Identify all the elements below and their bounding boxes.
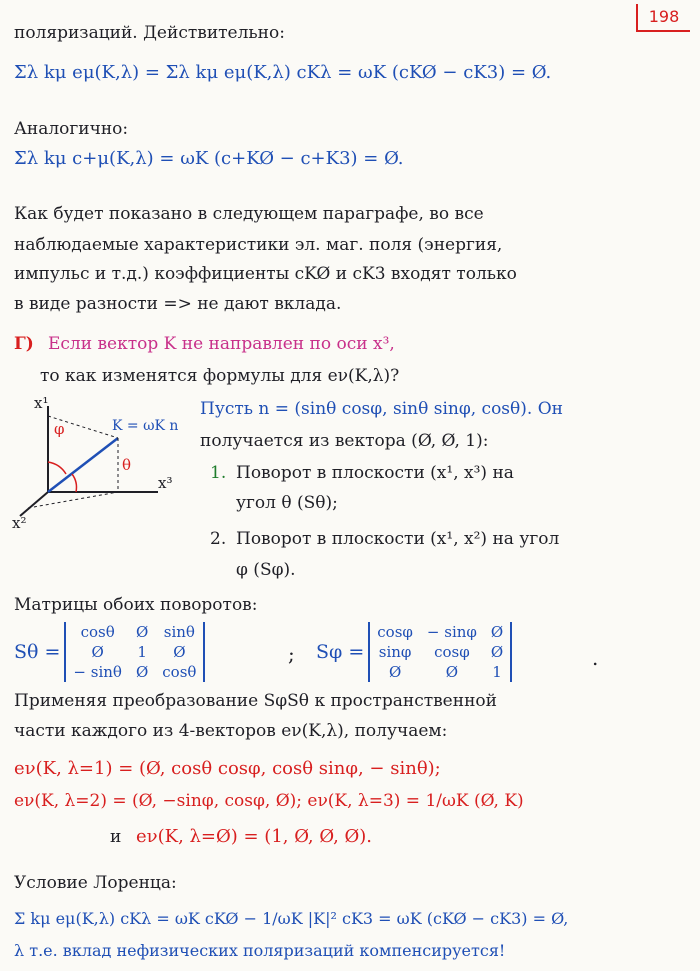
equation-sum-k-c-plus: Σλ kμ c+μ(K,λ) = ωK (c+KØ − c+K3) = Ø. (14, 148, 404, 169)
matrix-cell: cosθ (162, 663, 197, 681)
matrix-cell: cosφ (434, 643, 470, 661)
line-rotation-1: Поворот в плоскости (x¹, x³) на (236, 463, 514, 483)
matrix-cell: Ø (91, 643, 104, 661)
equation-lorenz: Σ kμ eμ(K,λ) cKλ = ωK cKØ − 1/ωK |K|² cK3 = ωK (cKØ − cK3) = Ø, (14, 909, 569, 928)
line-applying-transformation: Применяя преобразование SφSθ к пространственной (14, 691, 497, 711)
list-number-1: 1. (210, 463, 227, 483)
axis-x2-line (20, 492, 48, 516)
matrix-s-theta-table (64, 622, 205, 682)
page-number: 198 (636, 4, 690, 32)
matrix-cell: − sinφ (426, 623, 477, 641)
matrix-cell: sinφ (378, 643, 412, 661)
matrix-cell: − sinθ (73, 663, 122, 681)
matrix-cell: Ø (490, 623, 504, 641)
coordinate-diagram (8, 392, 198, 532)
theta-arc (72, 474, 77, 492)
line-compensation: λ т.е. вклад нефизических поляризаций компенсируется! (14, 941, 506, 960)
matrix-s-phi (316, 622, 512, 682)
phi-label: φ (54, 420, 65, 438)
k-vector-line (48, 438, 118, 492)
theta-label: θ (122, 456, 132, 474)
matrix-cell: 1 (137, 643, 147, 661)
equation-lambda-1: eν(K, λ=1) = (Ø, cosθ cosφ, cosθ sinφ, − sinθ); (14, 758, 441, 779)
line-lorenz-condition: Условие Лоренца: (14, 873, 177, 893)
line-let-n: Пусть n = (sinθ cosφ, sinθ sinφ, cosθ). Он (200, 399, 563, 419)
matrix-cell: Ø (388, 663, 402, 681)
matrix-separator: ; (288, 642, 295, 666)
line-rotation-2: Поворот в плоскости (x¹, x²) на угол (236, 529, 560, 549)
line-analogously: Аналогично: (14, 119, 129, 139)
section-marker-g: Г) (14, 334, 34, 354)
vector-label: K = ωK n (112, 418, 179, 434)
matrix-cell: cosφ (377, 623, 413, 641)
line-coefficients: импульс и т.д.) коэффициенты cKØ и cK3 входят только (14, 264, 517, 284)
matrix-cell: 1 (492, 663, 502, 681)
line-next-paragraph: Как будет показано в следующем параграфе, во все (14, 204, 484, 224)
line-observables: наблюдаемые характеристики эл. маг. поля (энергия, (14, 235, 503, 255)
matrix-s-phi-label: Sφ = (316, 641, 365, 663)
matrix-cell: Ø (135, 623, 149, 641)
matrix-cell: sinθ (163, 623, 195, 641)
phi-arc (48, 462, 66, 474)
word-and: и (110, 827, 122, 847)
line-how-formulas-change: то как изменятся формулы для eν(K,λ)? (40, 366, 400, 386)
line-difference: в виде разности => не дают вклада. (14, 294, 342, 314)
matrix-cell: Ø (135, 663, 149, 681)
line-obtained-from-vector: получается из вектора (Ø, Ø, 1): (200, 431, 489, 451)
line-angle-theta: угол θ (Sθ); (236, 493, 338, 513)
line-angle-phi: φ (Sφ). (236, 560, 296, 580)
line-each-4-vector: части каждого из 4-векторов eν(K,λ), получаем: (14, 721, 448, 741)
matrix-s-phi-table (368, 622, 512, 682)
matrix-s-theta (14, 622, 205, 682)
line-polarizations-indeed: поляризаций. Действительно: (14, 23, 285, 43)
axis-x3-label: x³ (158, 474, 173, 492)
axis-x2-label: x² (12, 514, 27, 532)
matrix-cell: Ø (173, 643, 186, 661)
matrix-cell: cosθ (80, 623, 115, 641)
axis-x1-label: x¹ (34, 394, 49, 412)
matrix-end-period: . (592, 646, 599, 670)
section-question: Если вектор K не направлен по оси x³, (48, 334, 395, 354)
equation-sum-k-e: Σλ kμ eμ(K,λ) = Σλ kμ eμ(K,λ) cKλ = ωK (cKØ − cK3) = Ø. (14, 62, 552, 83)
list-number-2: 2. (210, 529, 227, 549)
matrix-cell: Ø (445, 663, 459, 681)
matrix-s-theta-label: Sθ = (14, 641, 61, 663)
line-matrices-heading: Матрицы обоих поворотов: (14, 595, 258, 615)
equation-lambda-2-3: eν(K, λ=2) = (Ø, −sinφ, cosφ, Ø); eν(K, λ=3) = 1/ωK (Ø, K) (14, 791, 524, 811)
equation-lambda-0: eν(K, λ=Ø) = (1, Ø, Ø, Ø). (136, 826, 373, 847)
matrix-cell: Ø (490, 643, 504, 661)
